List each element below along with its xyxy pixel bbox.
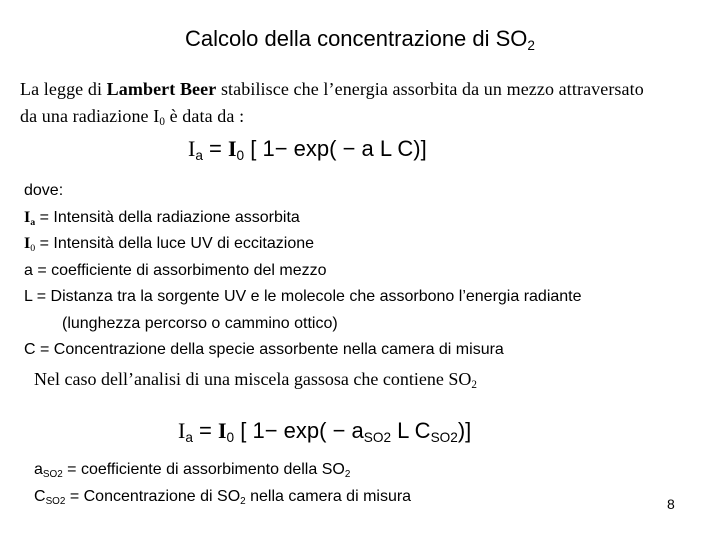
def-ia [24, 205, 582, 232]
def-symbol: C [34, 488, 46, 505]
note-subscript: 2 [471, 379, 477, 392]
intro-line-2 [20, 103, 644, 130]
formula-subscript: a [195, 147, 203, 163]
formula-text: [ 1− exp( − a [234, 418, 364, 443]
formula-text: )] [457, 418, 472, 443]
formula-text: L C [391, 418, 431, 443]
def-l-continuation: (lunghezza percorso o cammino ottico) [62, 314, 338, 332]
def-subscript: 0 [30, 242, 36, 254]
def-c: C = Concentrazione della specie assorbente nella camera di misura [24, 341, 504, 358]
definitions-list [24, 178, 582, 364]
def-text: = Concentrazione di SO [65, 488, 241, 505]
def-text: = coefficiente di assorbimento della SO [62, 461, 345, 478]
def-dove: dove: [24, 182, 64, 199]
def-subscript: 2 [240, 495, 246, 507]
so2-definitions [34, 456, 411, 510]
formula-symbol: I [227, 136, 237, 161]
def-text: = Intensità della radiazione assorbita [35, 208, 300, 226]
def-a: a = coefficiente di assorbimento del mezzo [24, 261, 327, 279]
def-l: L = Distanza tra la sorgente UV e le molecole che assorbono l’energia radiante [24, 288, 582, 305]
def-subscript: SO2 [42, 468, 63, 480]
def-text: = Intensità della luce UV di eccitazione [35, 235, 315, 252]
formula-subscript: 0 [236, 147, 245, 163]
formula-general [188, 136, 427, 162]
formula-symbol: I [188, 136, 196, 161]
intro-paragraph [20, 76, 644, 130]
formula-subscript: SO2 [363, 429, 392, 445]
formula-symbol: I [217, 418, 227, 443]
formula-text: = [202, 136, 228, 161]
intro-subscript: 0 [159, 116, 166, 129]
def-cso2 [34, 483, 411, 510]
lambert-beer-bold: Lambert Beer [106, 79, 217, 99]
intro-text: è data da : [165, 106, 245, 126]
intro-line-1 [20, 76, 644, 103]
def-symbol: a [34, 461, 43, 478]
formula-text: [ 1− exp( − a L C)] [244, 136, 427, 161]
intro-text: La legge di [20, 79, 107, 99]
def-subscript: 2 [344, 468, 351, 480]
note-text: Nel caso dell’analisi di una miscela gassosa che contiene SO [34, 369, 472, 389]
title-text: Calcolo della concentrazione di SO [185, 26, 528, 51]
def-text: nella camera di misura [245, 488, 412, 505]
def-symbol: I [24, 208, 31, 226]
formula-subscript: SO2 [430, 429, 458, 445]
formula-text: = [192, 418, 218, 443]
formula-so2 [178, 418, 471, 444]
formula-subscript: 0 [226, 429, 235, 445]
def-subscript: a [30, 216, 36, 228]
def-i0 [24, 231, 582, 258]
def-aso2 [34, 456, 411, 483]
def-symbol: I [24, 235, 31, 252]
intro-text: stabilisce che l’energia assorbita da un mezzo attraversato [216, 79, 644, 99]
gas-mixture-note [34, 369, 477, 390]
intro-text: da una radiazione I [20, 106, 160, 126]
def-subscript: SO2 [45, 495, 66, 507]
title-subscript: 2 [527, 37, 535, 53]
formula-subscript: a [185, 429, 193, 445]
page-number: 8 [667, 496, 675, 512]
formula-symbol: I [178, 418, 186, 443]
slide-title [0, 26, 720, 52]
